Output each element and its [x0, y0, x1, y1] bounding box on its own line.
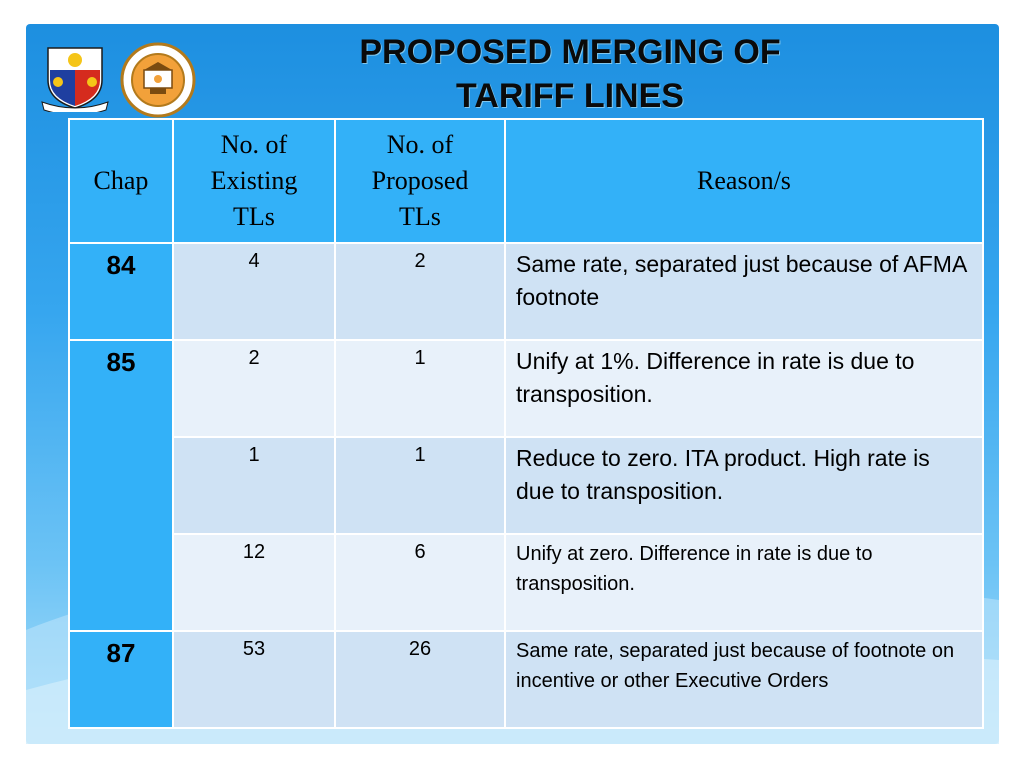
title-line-1: PROPOSED MERGING OF [359, 33, 781, 71]
tariff-merging-table [68, 118, 984, 729]
header-reasons: Reason/s [505, 119, 983, 243]
header-chap: Chap [69, 119, 173, 243]
table-row [69, 243, 983, 340]
chap-cell: 84 [69, 243, 173, 340]
table-row [69, 437, 983, 534]
philippine-coat-of-arms-icon [40, 40, 110, 112]
existing-tls-cell: 1 [173, 437, 335, 534]
proposed-tls-cell: 2 [335, 243, 505, 340]
proposed-tls-cell: 26 [335, 631, 505, 728]
table-header-row [69, 119, 983, 243]
header-existing-tls: No. of Existing TLs [173, 119, 335, 243]
table-row [69, 340, 983, 437]
existing-tls-cell: 53 [173, 631, 335, 728]
chap-cell: 85 [69, 340, 173, 631]
table-row [69, 534, 983, 631]
existing-tls-cell: 4 [173, 243, 335, 340]
chap-cell: 87 [69, 631, 173, 728]
tariff-commission-seal-icon [120, 42, 196, 118]
reason-cell: Reduce to zero. ITA product. High rate is due to transposition. [505, 437, 983, 534]
reason-cell: Unify at zero. Difference in rate is due to transposition. [505, 534, 983, 631]
existing-tls-cell: 2 [173, 340, 335, 437]
proposed-tls-cell: 6 [335, 534, 505, 631]
proposed-tls-cell: 1 [335, 437, 505, 534]
page-title [240, 30, 900, 118]
title-line-2: TARIFF LINES [456, 77, 684, 115]
table-row [69, 631, 983, 728]
reason-cell: Same rate, separated just because of footnote on incentive or other Executive Orders [505, 631, 983, 728]
proposed-tls-cell: 1 [335, 340, 505, 437]
reason-cell: Unify at 1%. Difference in rate is due to transposition. [505, 340, 983, 437]
existing-tls-cell: 12 [173, 534, 335, 631]
header-proposed-tls: No. of Proposed TLs [335, 119, 505, 243]
reason-cell: Same rate, separated just because of AFMA footnote [505, 243, 983, 340]
